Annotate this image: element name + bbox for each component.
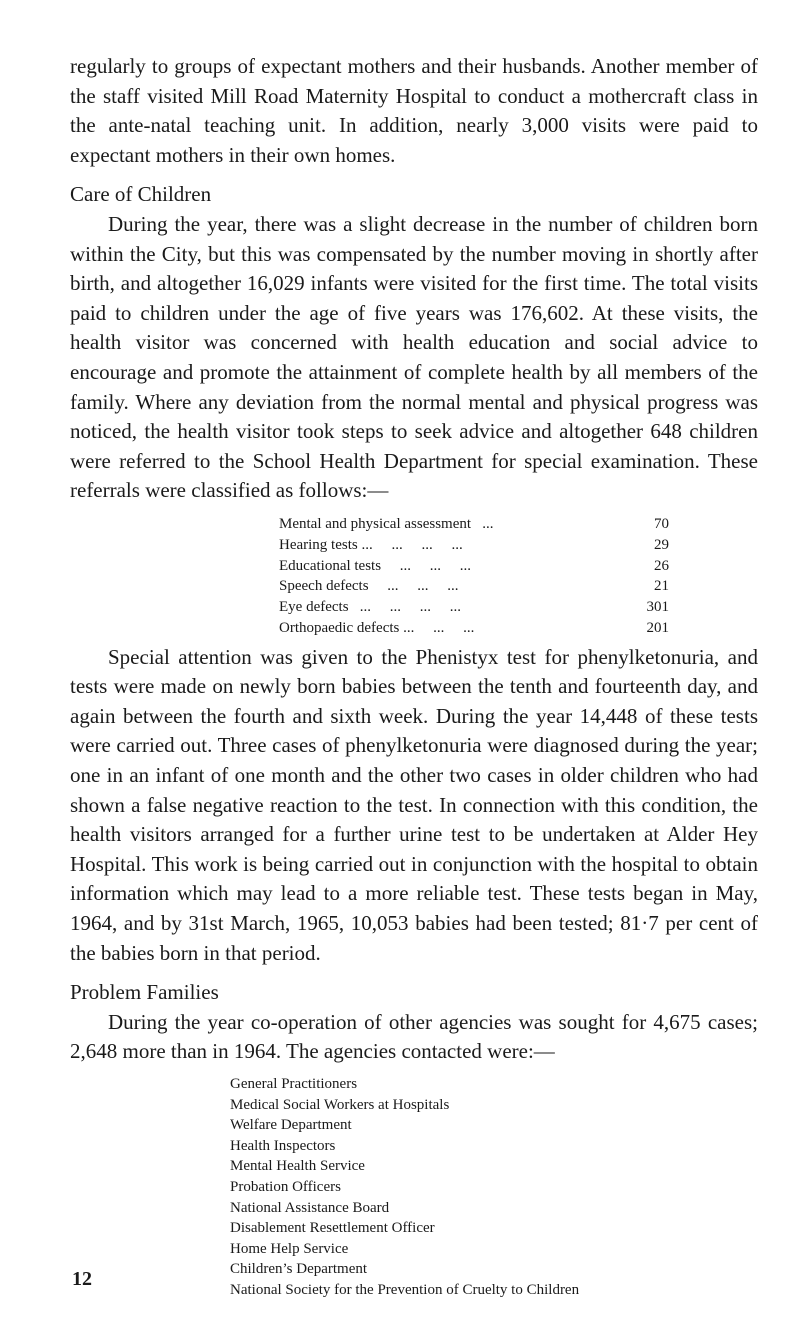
referral-label: Educational tests ... ... ... <box>279 557 472 574</box>
table-row <box>279 535 669 556</box>
table-row <box>279 514 669 535</box>
referral-count: 26 <box>654 557 669 574</box>
referral-label: Eye defects ... ... ... ... <box>279 599 462 616</box>
referral-count: 21 <box>654 578 669 595</box>
list-item: National Society for the Prevention of Cruelty to Children <box>230 1281 580 1298</box>
paragraph-phenylketonuria: Special attention was given to the Phenistyx test for phenylketonuria, and tests were made on newly born babies between the tenth and fourteenth day, and again between the fourth and sixth week. During the year 14,448 of these tests were carried out. Three cases of phenylketonuria were diagnosed during the year; one in an infant of one month and the other two cases in older children who had shown a false negative reaction to the test. In connection with this condition, the health visitors arranged for a further urine test to be undertaken at Alder Hey Hospital. This work is being carried out in conjunction with the hospital to obtain information which may lead to a more reliable test. These tests began in May, 1964, and by 31st March, 1965, 10,053 babies had been tested; 81·7 per cent of the babies born in that period. <box>70 644 758 965</box>
referral-label: Orthopaedic defects ... ... ... <box>279 619 475 636</box>
list-item: Health Inspectors <box>230 1137 336 1154</box>
referral-label: Mental and physical assessment ... <box>279 515 494 532</box>
list-item: Children’s Department <box>230 1261 368 1278</box>
table-row <box>279 556 669 577</box>
page-number: 12 <box>72 1268 92 1290</box>
list-item: Disablement Resettlement Officer <box>230 1220 435 1237</box>
list-item: General Practitioners <box>230 1076 358 1092</box>
referral-count: 70 <box>654 515 669 532</box>
list-item: Home Help Service <box>230 1240 349 1257</box>
list-item: Welfare Department <box>230 1117 352 1134</box>
referrals-table <box>279 514 669 639</box>
table-row <box>279 576 669 597</box>
paragraph-antenatal: regularly to groups of expectant mothers and their husbands. Another member of the staff visited Mill Road Maternity Hospital to conduct a mothercraft class in the ante-natal teaching unit. In addition, nearly 3,000 visits were paid to expectant mothers in their own homes. <box>70 54 758 167</box>
list-item: Medical Social Workers at Hospitals <box>230 1096 450 1113</box>
heading-problem-families: Problem Families <box>70 980 219 1005</box>
referral-label: Speech defects ... ... ... <box>279 578 459 595</box>
paragraph-care-of-children: During the year, there was a slight decrease in the number of children born within the City, but this was compensated by the number moving in shortly after birth, and altogether 16,029 infants were visited for the first time. The total visits paid to children under the age of five years was 176,602. At these visits, the health visitor was concerned with health education and social advice to encourage and promote the attainment of complete health by all members of the family. Where any deviation from the normal mental and physical progress was noticed, the health visitor took steps to seek advice and altogether 648 children were referred to the School Health Department for special examination. These referrals were classified as follows:— <box>70 211 758 503</box>
list-item: Mental Health Service <box>230 1158 365 1175</box>
list-item: Probation Officers <box>230 1178 341 1195</box>
agencies-list <box>230 1074 758 1301</box>
document-page <box>70 52 758 1301</box>
referral-count: 29 <box>654 536 669 553</box>
table-row <box>279 597 669 618</box>
table-row <box>279 618 669 639</box>
list-item: National Assistance Board <box>230 1199 390 1216</box>
heading-care-of-children: Care of Children <box>70 182 212 207</box>
referral-count: 201 <box>646 619 669 636</box>
referral-count: 301 <box>646 599 669 616</box>
paragraph-problem-families: During the year co-operation of other agencies was sought for 4,675 cases; 2,648 more than in 1964. The agencies contacted were:— <box>70 1009 758 1064</box>
referral-label: Hearing tests ... ... ... ... <box>279 536 463 553</box>
